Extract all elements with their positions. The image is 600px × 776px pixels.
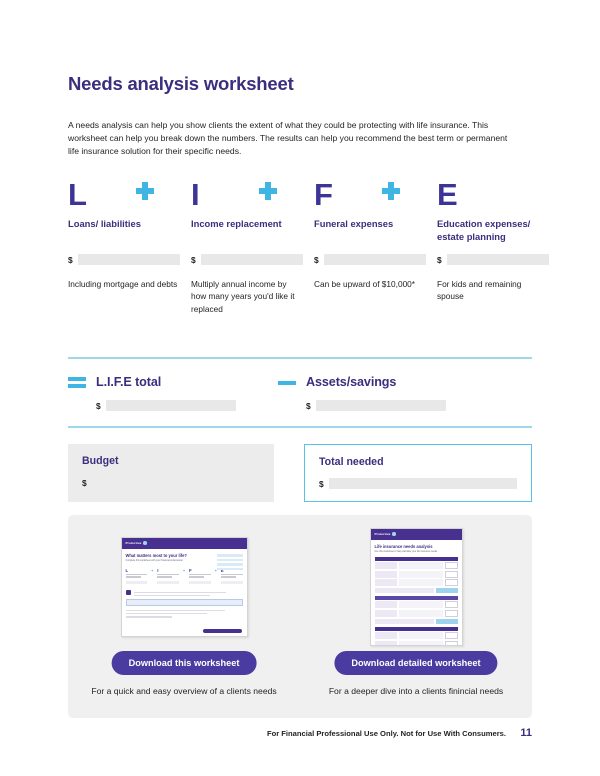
download-detailed-worksheet-button[interactable]: Download detailed worksheet <box>334 651 497 675</box>
thumbnail-header <box>371 529 462 540</box>
funeral-input-row <box>314 253 426 266</box>
currency-symbol: $ <box>96 400 101 411</box>
thumbnail-subtitle: Use this worksheet to help calculate your life insurance needs <box>374 550 438 553</box>
detailed-thumbnail-wrap <box>300 533 532 641</box>
basic-worksheet-thumbnail[interactable] <box>121 537 248 637</box>
footer-page-number: 11 <box>520 727 532 739</box>
total-needed-input-row <box>319 477 517 490</box>
life-label: Education expenses/ estate planning <box>437 218 531 242</box>
result-boxes <box>68 444 532 502</box>
page-footer <box>68 729 532 743</box>
thumbnail-life-cell: L <box>126 568 148 585</box>
thumbnail-callout <box>126 590 243 596</box>
thumbnail-footer-row <box>126 629 243 634</box>
thumbnail-total-row <box>375 588 458 593</box>
life-note: For kids and remaining spouse <box>437 279 522 302</box>
life-letter: I <box>191 177 201 212</box>
life-column-loans <box>68 178 180 290</box>
download-this-worksheet-button[interactable]: Download this worksheet <box>112 651 257 675</box>
life-column-education <box>437 178 549 303</box>
thumbnail-title: What matters most to your life? <box>125 553 187 558</box>
budget-input-row <box>82 476 260 489</box>
thumbnail-total-row <box>375 619 458 624</box>
thumbnail-table-row <box>375 601 458 608</box>
life-total-header <box>68 374 236 390</box>
life-label: Loans/ liabilities <box>68 218 141 229</box>
minus-icon <box>278 375 296 389</box>
downloads-panel <box>68 515 532 718</box>
thumbnail-table-row <box>375 579 458 586</box>
thumbnail-life-cell: I <box>157 568 179 585</box>
life-note: Including mortgage and debts <box>68 279 178 289</box>
budget-box <box>68 444 274 502</box>
education-input[interactable] <box>447 254 549 265</box>
funeral-input[interactable] <box>324 254 426 265</box>
thumbnail-table-row <box>375 641 458 646</box>
thumbnail-plus-icon: + <box>182 567 186 573</box>
thumbnail-table-row <box>375 562 458 569</box>
life-total-block <box>68 374 236 412</box>
life-total-input[interactable] <box>106 400 236 411</box>
life-letter: E <box>437 177 459 212</box>
thumbnail-table-row <box>375 610 458 617</box>
page-title: Needs analysis worksheet <box>68 73 294 94</box>
life-label: Income replacement <box>191 218 282 229</box>
thumbnail-large-field <box>126 599 243 606</box>
total-needed-box <box>304 444 532 502</box>
total-needed-title: Total needed <box>319 456 384 468</box>
thumbnail-table-row <box>375 571 458 578</box>
download-basic-caption: For a quick and easy overview of a clients needs <box>91 686 277 696</box>
assets-savings-header <box>278 374 446 390</box>
loans-input-row <box>68 253 180 266</box>
thumbnail-subtitle: Complete this worksheet with your financial professional <box>125 559 183 562</box>
life-total-input-row <box>96 399 236 412</box>
thumbnail-life-cell: F <box>189 568 211 585</box>
divider-bottom <box>68 426 532 428</box>
life-column-funeral <box>314 178 426 290</box>
currency-symbol: $ <box>319 478 324 489</box>
protective-logo: Protective <box>375 532 396 536</box>
download-detailed-caption: For a deeper dive into a clients finincial needs <box>328 686 504 696</box>
thumbnail-badge-icon <box>126 590 131 595</box>
budget-title: Budget <box>82 455 119 467</box>
life-note: Multiply annual income by how many years you'd like it replaced <box>191 279 295 314</box>
income-input[interactable] <box>201 254 303 265</box>
thumbnail-body <box>371 540 462 646</box>
currency-symbol: $ <box>191 254 196 265</box>
thumbnail-side-fields <box>217 554 243 572</box>
total-needed-input[interactable] <box>329 478 517 489</box>
basic-thumbnail-wrap <box>68 533 300 641</box>
download-option-basic <box>68 515 300 718</box>
currency-symbol: $ <box>437 254 442 265</box>
footer-disclaimer: For Financial Professional Use Only. Not for Use With Consumers. <box>266 729 506 738</box>
currency-symbol: $ <box>82 477 87 488</box>
education-input-row <box>437 253 549 266</box>
totals-row <box>68 374 532 420</box>
life-letter: F <box>314 177 334 212</box>
loans-input[interactable] <box>78 254 180 265</box>
equals-icon <box>68 375 86 389</box>
currency-symbol: $ <box>306 400 311 411</box>
life-columns <box>68 178 532 348</box>
protective-logo: Protective <box>126 541 147 545</box>
income-input-row <box>191 253 303 266</box>
assets-savings-input[interactable] <box>316 400 446 411</box>
assets-savings-block <box>278 374 446 412</box>
life-column-income <box>191 178 303 315</box>
divider-top <box>68 357 532 359</box>
life-label: Funeral expenses <box>314 218 394 229</box>
thumbnail-callout-text <box>134 590 243 596</box>
detailed-worksheet-thumbnail[interactable] <box>370 528 463 646</box>
life-note: Can be upward of $10,000* <box>314 279 416 289</box>
assets-savings-input-row <box>306 399 446 412</box>
thumbnail-section-bar <box>375 627 458 631</box>
currency-symbol: $ <box>68 254 73 265</box>
intro-paragraph: A needs analysis can help you show clients the extent of what they could be protecting with life insurance. This worksheet can help you break down the numbers. The results can help you recommend the best term or permanent life insurance solution for their specific needs. <box>68 120 508 157</box>
thumbnail-cta-button <box>203 629 243 634</box>
thumbnail-table-row <box>375 632 458 639</box>
thumbnail-plus-icon: + <box>151 567 154 573</box>
thumbnail-section-bar <box>375 596 458 600</box>
currency-symbol: $ <box>314 254 319 265</box>
thumbnail-header <box>122 538 247 549</box>
thumbnail-section-bar <box>375 557 458 561</box>
assets-savings-title: Assets/savings <box>306 375 397 389</box>
life-letter: L <box>68 177 88 212</box>
download-option-detailed <box>300 515 532 718</box>
life-total-title: L.I.F.E total <box>96 375 162 389</box>
thumbnail-title: Life insurance needs analysis <box>374 544 433 549</box>
